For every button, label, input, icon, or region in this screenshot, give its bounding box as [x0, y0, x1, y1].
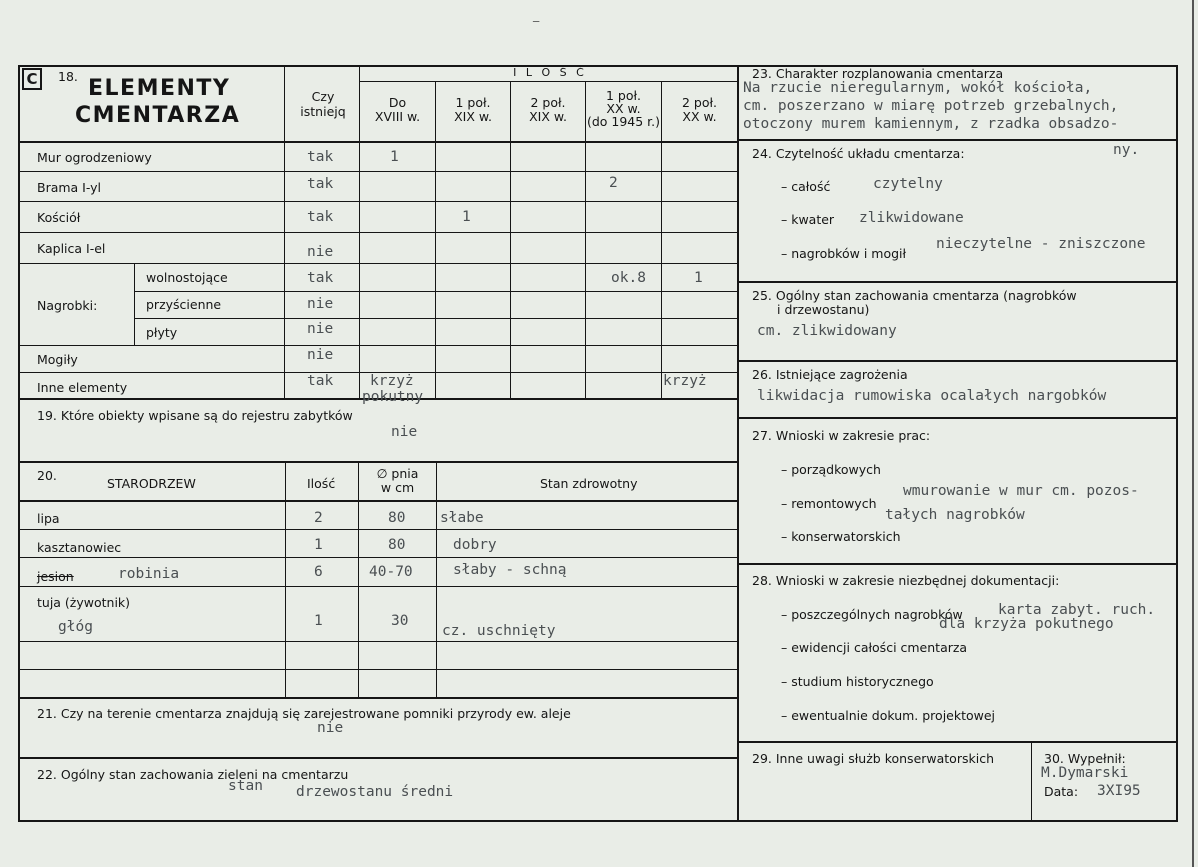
tree-health: słabe	[440, 510, 484, 526]
section23-label: 23. Charakter rozplanowania cmentarza	[752, 66, 1004, 81]
s18-col-p3-left	[510, 82, 511, 398]
row-label: Kościół	[37, 210, 81, 225]
exists-value: tak	[307, 176, 334, 192]
qty-value-continued: pokutny	[362, 389, 424, 405]
s18-row-line	[134, 318, 738, 319]
section19-value: nie	[391, 424, 418, 440]
row-label: Brama I-yl	[37, 180, 102, 195]
s20-col	[436, 462, 437, 698]
section25-label-cont: i drzewostanu)	[777, 302, 870, 317]
s18-row-line	[18, 263, 738, 264]
section23-line: Na rzucie nieregularnym, wokół kościoła,	[743, 80, 1093, 96]
section19-label: 19. Które obiekty wpisane są do rejestru zabytków	[37, 408, 353, 423]
s20-header-bottom	[18, 500, 738, 502]
qty-value: 1	[462, 209, 471, 225]
section21-value: nie	[317, 720, 344, 736]
tree-qty: 6	[314, 564, 323, 580]
exists-value: tak	[307, 149, 334, 165]
s18-row-line	[18, 201, 738, 202]
row-label: Inne elementy	[37, 380, 128, 395]
section30-date: 3XI95	[1097, 783, 1141, 799]
s20-row-line	[18, 557, 738, 558]
period-header: 2 poł. XX w.	[681, 95, 718, 124]
s18-col-p2-left	[435, 82, 436, 398]
tree-diameter: 30	[391, 613, 409, 629]
section28-value: karta zabyt. ruch.	[998, 602, 1156, 618]
exists-value: nie	[307, 347, 334, 363]
section22-value-a: stan	[228, 778, 263, 794]
tree-qty: 1	[314, 537, 323, 553]
period-header: Do XVIII w.	[374, 95, 421, 124]
row-label: Kaplica I-el	[37, 241, 106, 256]
qty-value: krzyż	[663, 373, 707, 389]
section28-value-cont: dla krzyża pokutnego	[939, 616, 1114, 632]
section20-number: 20.	[37, 468, 57, 483]
section23-line: cm. poszerzano w miarę potrzeb grzebalnych,	[743, 98, 1119, 114]
section24-value: nieczytelne - zniszczone	[936, 236, 1146, 252]
section23-line: ny.	[1113, 142, 1140, 158]
s26-bottom	[738, 417, 1178, 419]
tree-diameter: 80	[388, 510, 406, 526]
section29-label: 29. Inne uwagi służb konserwatorskich	[752, 751, 994, 766]
s20-row-line	[18, 586, 738, 587]
s19-bottom	[18, 461, 738, 463]
row-label: Mogiły	[37, 352, 78, 367]
frame-right	[1176, 65, 1178, 822]
period-header: 1 poł. XX w. (do 1945 r.)	[586, 88, 661, 129]
s18-row-line	[18, 345, 738, 346]
s20-col-header-health: Stan zdrowotny	[540, 476, 638, 491]
s20-row-line	[18, 641, 738, 642]
section25-value: cm. zlikwidowany	[757, 323, 897, 339]
corner-mark: _	[533, 7, 540, 22]
tree-name: kasztanowiec	[37, 540, 122, 555]
s18-row-line	[18, 171, 738, 172]
period-header: 1 poł. XIX w.	[454, 95, 492, 124]
s20-bottom	[18, 697, 738, 699]
s28-bottom	[738, 741, 1178, 743]
s20-row-line	[18, 529, 738, 530]
tree-health: słaby - schną	[453, 562, 567, 578]
section27-item: – konserwatorskich	[781, 529, 901, 544]
section20-title: STARODRZEW	[107, 476, 196, 491]
section26-value: likwidacja rumowiska ocalałych nargobków	[757, 388, 1107, 404]
tree-name: lipa	[37, 511, 60, 526]
section24-item: – kwater	[781, 212, 835, 227]
section28-item: – ewidencji całości cmentarza	[781, 640, 968, 655]
section18-title-line2: CMENTARZA	[75, 103, 241, 128]
exists-value: nie	[307, 244, 334, 260]
exists-value: tak	[307, 270, 334, 286]
section30-date-label: Data:	[1044, 784, 1079, 799]
section27-value-cont: tałych nagrobków	[885, 507, 1025, 523]
s18-col-p5-left	[661, 82, 662, 398]
s18-row-line	[18, 232, 738, 233]
frame-bottom	[18, 820, 1178, 822]
section30-name: M.Dymarski	[1041, 765, 1129, 781]
section22-label: 22. Ogólny stan zachowania zieleni na cmentarzu	[37, 767, 349, 782]
s24-bottom	[738, 281, 1178, 283]
section21-label: 21. Czy na terenie cmentarza znajdują się zarejestrowane pomniki przyrody ew. aleje	[37, 706, 571, 721]
section23-line: otoczony murem kamiennym, z rzadka obsadzo-	[743, 116, 1119, 132]
col-header-quantity: I L O Ś Ć	[513, 66, 587, 79]
tree-name-printed: tuja (żywotnik)	[37, 595, 131, 610]
column-divider	[737, 65, 739, 822]
tree-diameter: 80	[388, 537, 406, 553]
tree-health: cz. uschnięty	[442, 623, 556, 639]
s25-bottom	[738, 360, 1178, 362]
tree-qty: 1	[314, 613, 323, 629]
section24-value: czytelny	[873, 176, 943, 192]
section28-label: 28. Wnioski w zakresie niezbędnej dokumentacji:	[752, 573, 1060, 588]
section24-label: 24. Czytelność układu cmentarza:	[752, 146, 965, 161]
section28-item: – poszczególnych nagrobków	[781, 607, 963, 622]
exists-value: tak	[307, 209, 334, 225]
s21-bottom	[18, 757, 738, 759]
qty-value: ok.8	[611, 270, 646, 286]
frame-left	[18, 65, 20, 822]
tree-health: dobry	[453, 537, 497, 553]
s20-col	[285, 462, 286, 698]
section24-value: zlikwidowane	[859, 210, 964, 226]
s29-30-divider	[1031, 742, 1032, 821]
qty-value: krzyż	[370, 373, 414, 389]
s27-bottom	[738, 563, 1178, 565]
qty-value: 2	[609, 175, 618, 191]
tree-name-typed: robinia	[118, 566, 180, 582]
tree-name-printed: jesion	[37, 569, 74, 584]
section27-item: – porządkowych	[781, 462, 881, 477]
section28-item: – studium historycznego	[781, 674, 934, 689]
exists-value: nie	[307, 296, 334, 312]
exists-value: tak	[307, 373, 334, 389]
s23-bottom	[738, 139, 1178, 141]
s20-col-header-qty: Ilość	[307, 476, 336, 491]
row-label: przyścienne	[146, 297, 222, 312]
section26-label: 26. Istniejące zagrożenia	[752, 367, 908, 382]
section30-label: 30. Wypełnił:	[1044, 751, 1126, 766]
row-label: wolnostojące	[146, 270, 228, 285]
s18-group-divider	[134, 263, 135, 345]
qty-value: 1	[390, 149, 399, 165]
s20-col	[358, 462, 359, 698]
tree-diameter: 40-70	[369, 564, 413, 580]
col-header-exists: Czy istniejq	[300, 89, 346, 119]
section24-item: – całość	[781, 179, 831, 194]
section27-value: wmurowanie w mur cm. pozos-	[903, 483, 1139, 499]
s18-col-p4-left	[585, 82, 586, 398]
s20-row-line	[18, 669, 738, 670]
row-label: płyty	[146, 325, 178, 340]
section27-item: – remontowych	[781, 496, 877, 511]
section25-label: 25. Ogólny stan zachowania cmentarza (nagrobków	[752, 288, 1077, 303]
s18-header-bottom	[18, 141, 738, 143]
qty-value: 1	[694, 270, 703, 286]
group-label-nagrobki: Nagrobki:	[37, 298, 98, 313]
section18-number: 18.	[58, 69, 78, 84]
exists-value: nie	[307, 321, 334, 337]
period-header: 2 poł. XIX w.	[529, 95, 567, 124]
tree-name-typed: głóg	[58, 619, 93, 635]
card-right-edge	[1192, 0, 1194, 867]
section27-label: 27. Wnioski w zakresie prac:	[752, 428, 931, 443]
section18-title-line1: ELEMENTY	[88, 76, 231, 101]
s18-row-line	[134, 291, 738, 292]
row-label: Mur ogrodzeniowy	[37, 150, 152, 165]
s18-qty-underline	[359, 81, 737, 82]
section-c-marker: C	[22, 68, 42, 90]
section22-value-b: drzewostanu średni	[296, 784, 454, 800]
tree-qty: 2	[314, 510, 323, 526]
section28-item: – ewentualnie dokum. projektowej	[781, 708, 996, 723]
section24-item: – nagrobków i mogił	[781, 246, 907, 261]
s20-col-header-diameter: ∅ pnia w cm	[376, 466, 419, 495]
